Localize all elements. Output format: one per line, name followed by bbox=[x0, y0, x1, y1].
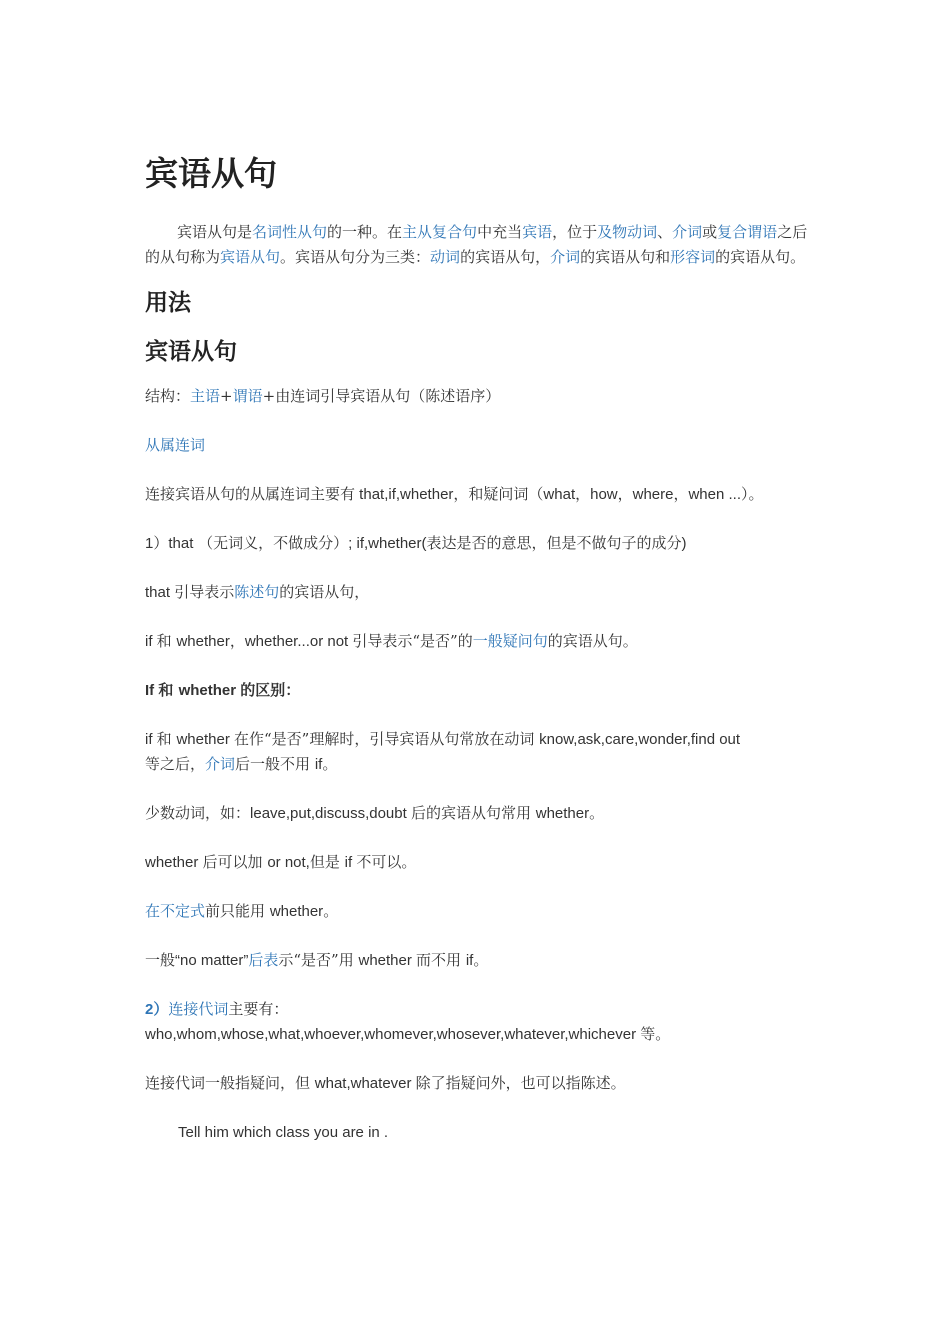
link-object[interactable]: 宾语 bbox=[522, 223, 553, 241]
text: 2） bbox=[145, 1001, 169, 1018]
text: ）。 bbox=[741, 485, 764, 503]
text: if bbox=[145, 731, 157, 748]
link-subordinating-conjunction[interactable]: 从属连词 bbox=[145, 436, 206, 454]
text: 少数动词，如： bbox=[145, 804, 251, 822]
text: 之后的从句称为 bbox=[145, 223, 808, 266]
link-adjective[interactable]: 形容词 bbox=[670, 248, 716, 266]
link-predicate[interactable]: 谓语 bbox=[232, 387, 263, 405]
point-1 bbox=[145, 531, 810, 556]
text: 除了指疑问外，也可以指陈述。 bbox=[415, 1074, 626, 1092]
text: if bbox=[344, 854, 357, 871]
text: 宾语从句是 bbox=[177, 223, 253, 241]
link-transitive-verb[interactable]: 及物动词 bbox=[597, 223, 658, 241]
link-preposition[interactable]: 介词 bbox=[672, 223, 703, 241]
pronoun-paragraph bbox=[145, 1071, 810, 1096]
that-usage bbox=[145, 580, 810, 605]
text: ) bbox=[681, 535, 687, 552]
point-2 bbox=[145, 997, 810, 1047]
link-declarative-sentence[interactable]: 陈述句 bbox=[234, 583, 280, 601]
text: 。 bbox=[473, 951, 489, 969]
example-sentence: Tell him which class you are in . bbox=[178, 1124, 389, 1141]
text: leave,put,discuss,doubt bbox=[250, 805, 411, 822]
text: 的宾语从句。 bbox=[715, 248, 806, 266]
text: 、 bbox=[657, 223, 673, 241]
link-verb[interactable]: 动词 bbox=[430, 248, 461, 266]
link-noun-clause[interactable]: 名词性从句 bbox=[252, 223, 328, 241]
text: 示“是否”用 bbox=[278, 951, 359, 969]
link-infinitive[interactable]: 不定式 bbox=[160, 902, 206, 920]
heading-usage: 用法 bbox=[145, 290, 191, 316]
document-page bbox=[145, 150, 810, 1145]
text: 前只能用 bbox=[205, 902, 270, 920]
text: if bbox=[145, 633, 157, 650]
text: know,ask,care,wonder,find out bbox=[539, 731, 741, 748]
text: 1）that bbox=[145, 535, 194, 552]
link-preposition-3[interactable]: 介词 bbox=[205, 755, 236, 773]
text: 在作“是否”理解时，引导宾语从句常放在动词 bbox=[234, 730, 540, 748]
text: 。 bbox=[322, 755, 338, 773]
text: that bbox=[145, 584, 175, 601]
text: whether bbox=[535, 805, 590, 822]
text: 连接宾语从句的从属连词主要有 bbox=[145, 485, 356, 503]
text: ，位于 bbox=[552, 223, 598, 241]
text: “no matter” bbox=[175, 952, 249, 969]
text: 或 bbox=[702, 223, 718, 241]
text: 的宾语从句。 bbox=[547, 632, 638, 650]
text: 的一种。在 bbox=[327, 223, 403, 241]
text: whether bbox=[178, 682, 241, 699]
difference-5 bbox=[145, 948, 810, 973]
text: 而不用 bbox=[416, 951, 466, 969]
text: 。 bbox=[323, 902, 339, 920]
text: 后的宾语从句常用 bbox=[410, 804, 536, 822]
text: if bbox=[465, 952, 474, 969]
conjunction-paragraph bbox=[145, 482, 810, 507]
text: 结构： bbox=[145, 387, 191, 405]
text: whether bbox=[269, 903, 324, 920]
text: 后一般不用 bbox=[235, 755, 315, 773]
link-preposition-2[interactable]: 介词 bbox=[550, 248, 581, 266]
text: 的宾语从句和 bbox=[580, 248, 671, 266]
text: if bbox=[314, 756, 323, 773]
text: 等之后， bbox=[145, 755, 206, 773]
link-in[interactable]: 在 bbox=[145, 902, 161, 920]
text: ; if,whether( bbox=[348, 535, 427, 552]
link-connective-pronoun[interactable]: 连接代词 bbox=[168, 1000, 229, 1018]
subordinating-conjunction-link-line bbox=[145, 433, 810, 458]
text: ，和疑问词（ bbox=[453, 485, 544, 503]
text: 主要有： bbox=[228, 1000, 289, 1018]
text: 表达是否的意思，但是不做句子的成分 bbox=[426, 534, 682, 552]
text: whether bbox=[358, 952, 417, 969]
text: +由连词引导宾语从句（陈述语序） bbox=[262, 387, 501, 405]
text: 和 bbox=[158, 681, 179, 699]
link-object-clause[interactable]: 宾语从句 bbox=[220, 248, 281, 266]
text: 。宾语从句分为三类： bbox=[280, 248, 431, 266]
link-complex-sentence[interactable]: 主从复合句 bbox=[402, 223, 478, 241]
text: whether bbox=[145, 854, 203, 871]
structure-line bbox=[145, 384, 810, 409]
heading-object-clause: 宾语从句 bbox=[145, 339, 237, 365]
link-yes-no-question[interactable]: 一般疑问句 bbox=[472, 632, 548, 650]
text: 引导表示 bbox=[174, 583, 235, 601]
text: 但是 bbox=[309, 853, 345, 871]
text: 后可以加 bbox=[202, 853, 268, 871]
difference-3 bbox=[145, 850, 810, 875]
difference-heading bbox=[145, 678, 810, 703]
if-whether-usage bbox=[145, 629, 810, 654]
difference-1 bbox=[145, 727, 810, 777]
difference-2 bbox=[145, 801, 810, 826]
text: + bbox=[220, 387, 233, 405]
text: （无词义，不做成分） bbox=[193, 534, 349, 552]
text: 和 bbox=[156, 632, 177, 650]
difference-4 bbox=[145, 899, 810, 924]
text: 一般 bbox=[145, 951, 176, 969]
text: 和 bbox=[156, 730, 177, 748]
text: 的宾语从句， bbox=[460, 248, 551, 266]
intro-paragraph bbox=[145, 220, 810, 270]
text: whether bbox=[176, 731, 234, 748]
text: whether，whether...or not bbox=[176, 633, 353, 650]
text: 不可以。 bbox=[356, 853, 417, 871]
text: If bbox=[145, 682, 159, 699]
text: or not, bbox=[267, 854, 310, 871]
text: what，how，where，when ... bbox=[543, 486, 742, 503]
link-after-express[interactable]: 后表 bbox=[248, 951, 279, 969]
text: 的宾语从句， bbox=[279, 583, 370, 601]
text: 的区别： bbox=[240, 681, 301, 699]
text: 。 bbox=[589, 804, 605, 822]
text: what,whatever bbox=[314, 1075, 416, 1092]
text: 引导表示“是否”的 bbox=[352, 632, 473, 650]
text: 等。 bbox=[640, 1025, 671, 1043]
link-compound-predicate[interactable]: 复合谓语 bbox=[717, 223, 778, 241]
text: 连接代词一般指疑问，但 bbox=[145, 1074, 315, 1092]
link-subject[interactable]: 主语 bbox=[190, 387, 221, 405]
text: who,whom,whose,what,whoever,whomever,whosever,whatever,whichever bbox=[145, 1026, 641, 1043]
page-title: 宾语从句 bbox=[145, 154, 277, 193]
text: that,if,whether bbox=[355, 486, 454, 503]
text: 中充当 bbox=[477, 223, 523, 241]
